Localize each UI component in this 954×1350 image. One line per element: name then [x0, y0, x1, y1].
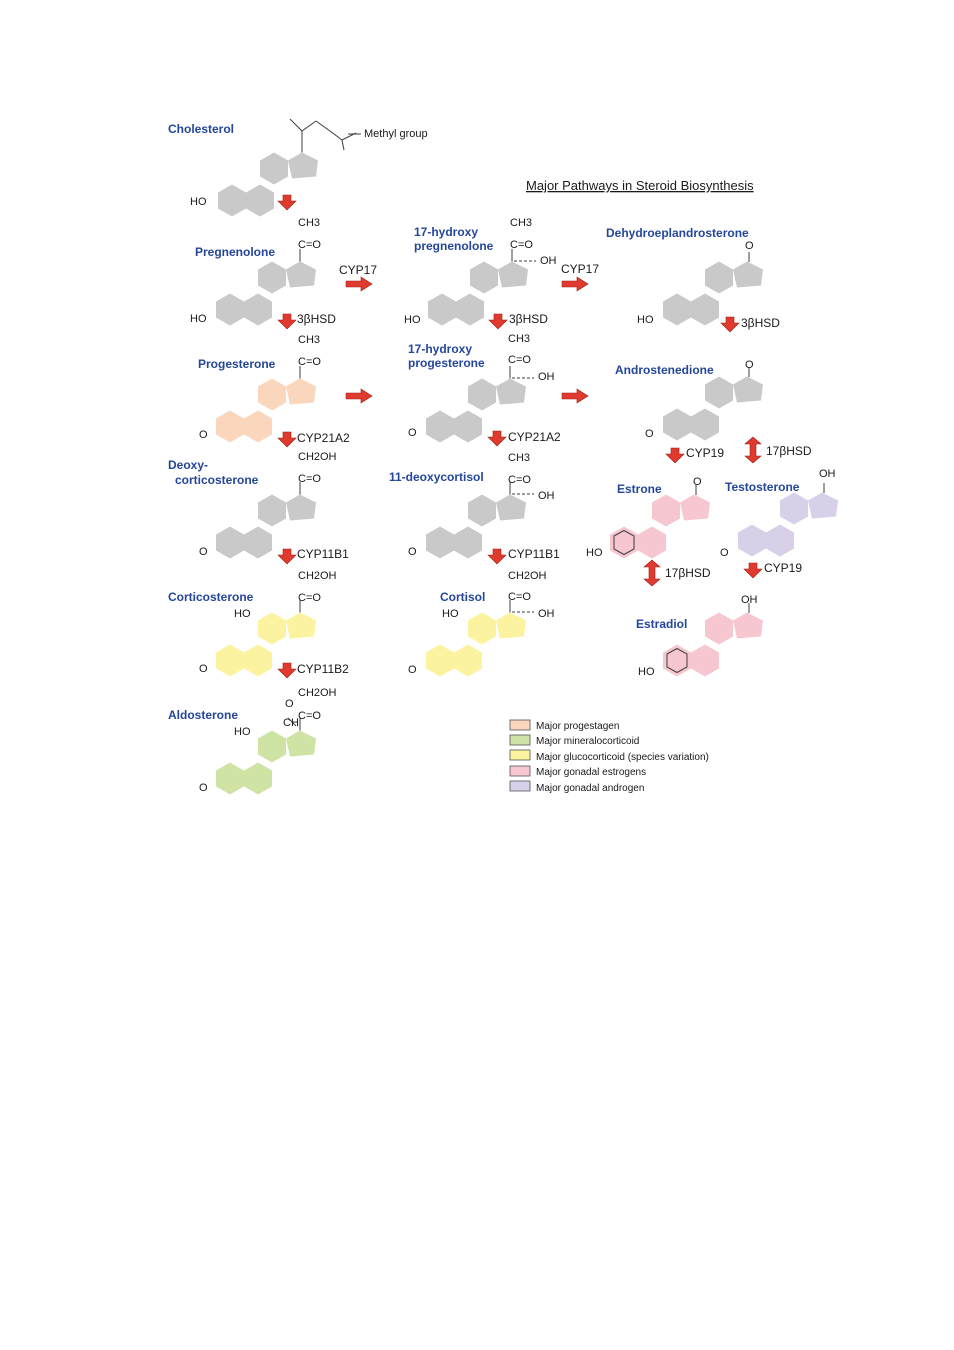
aldosterone-co: C=O	[298, 710, 321, 722]
progesterone-name: Progesterone	[198, 357, 276, 371]
deoxycorticosterone-name-2: corticosterone	[175, 473, 259, 487]
hydroxyprogesterone-o: O	[408, 427, 417, 439]
androstenedione-o: O	[645, 428, 654, 440]
arrow-hydroxypreg-hydroxyprog	[489, 314, 507, 329]
legend-label-estrogens: Major gonadal estrogens	[536, 767, 647, 778]
legend-label-mineralocorticoid: Major mineralocorticoid	[536, 736, 640, 747]
estrone-name: Estrone	[617, 482, 662, 496]
methyl-group-label: Methyl group	[364, 128, 428, 140]
legend-swatch-progestagen	[510, 720, 530, 730]
enzyme-cyp19-1: CYP19	[686, 446, 725, 460]
legend-label-progestagen: Major progestagen	[536, 721, 620, 732]
progesterone-co: C=O	[298, 356, 321, 368]
cortisol-ho: HO	[442, 608, 459, 620]
pregnenolone-name: Pregnenolone	[195, 245, 276, 259]
estrone-ketone: O	[693, 476, 702, 488]
cortisol-co: C=O	[508, 591, 531, 603]
dhea-ketone: O	[745, 240, 754, 252]
deoxycorticosterone-name-1: Deoxy-	[168, 458, 209, 472]
arrow-shape	[721, 317, 739, 332]
aldosterone-name: Aldosterone	[168, 708, 239, 722]
arrow-shape	[278, 549, 296, 564]
legend-swatch-glucocorticoid	[510, 750, 530, 760]
legend-swatch-mineralocorticoid	[510, 735, 530, 745]
corticosterone-co: C=O	[298, 592, 321, 604]
arrow-hydroxyprog-deoxycortisol	[488, 431, 506, 446]
hydroxypregnenolone-ch3: CH3	[510, 217, 533, 229]
estradiol-ho: HO	[638, 666, 655, 678]
deoxycorticosterone-co: C=O	[298, 473, 321, 485]
enzyme-cyp21a2-1: CYP21A2	[297, 431, 350, 445]
hydroxypregnenolone-name-1: 17-hydroxy	[414, 225, 479, 239]
arrow-deoxycorticosterone-corticosterone	[278, 549, 296, 564]
corticosterone-o: O	[199, 663, 208, 675]
deoxycorticosterone-o: O	[199, 546, 208, 558]
androstenedione-structure	[663, 367, 763, 441]
arrow-estrone-estradiol	[644, 560, 660, 586]
corticosterone-name: Corticosterone	[168, 590, 254, 604]
progesterone-ch3: CH3	[298, 334, 321, 346]
cholesterol-name: Cholesterol	[168, 122, 235, 136]
enzyme-cyp17-2: CYP17	[561, 262, 600, 276]
arrow-androstenedione-estrone	[666, 448, 684, 463]
hydroxypregnenolone-ho: HO	[404, 314, 421, 326]
arrow-deoxycortisol-cortisol	[488, 549, 506, 564]
arrow-pregnenolone-hydroxypreg	[346, 277, 372, 291]
hydroxyprogesterone-ch3: CH3	[508, 333, 531, 345]
aldosterone-ch: CH	[283, 717, 299, 729]
arrow-shape	[488, 431, 506, 446]
androstenedione-ketone: O	[745, 359, 754, 371]
enzyme-17bhsd-2: 17βHSD	[665, 566, 711, 580]
arrow-shape	[278, 432, 296, 447]
arrow-shape	[562, 389, 588, 403]
legend-label-androgen: Major gonadal androgen	[536, 783, 645, 794]
hydroxypregnenolone-co: C=O	[510, 239, 533, 251]
pregnenolone-ch3: CH3	[298, 217, 321, 229]
arrow-progesterone-hydroxyprog	[346, 389, 372, 403]
arrow-shape	[489, 314, 507, 329]
hydroxyprogesterone-name-2: progesterone	[408, 356, 485, 370]
corticosterone-ch2oh: CH2OH	[298, 570, 337, 582]
arrow-shape	[666, 448, 684, 463]
arrow-shape	[745, 437, 761, 463]
aldosterone-structure	[216, 718, 316, 795]
diagram-title: Major Pathways in Steroid Biosynthesis	[526, 178, 754, 193]
enzyme-cyp19-2: CYP19	[764, 561, 803, 575]
arrow-hydroxyprog-androstenedione	[562, 389, 588, 403]
arrow-shape	[278, 663, 296, 678]
testosterone-oh: OH	[819, 468, 836, 480]
enzyme-cyp11b1-1: CYP11B1	[297, 547, 349, 561]
aldosterone-o: O	[199, 782, 208, 794]
cortisol-o: O	[408, 664, 417, 676]
cortisol-oh: OH	[538, 608, 555, 620]
arrow-shape	[278, 195, 296, 210]
hydroxyprogesterone-co: C=O	[508, 354, 531, 366]
arrow-pregnenolone-progesterone	[278, 314, 296, 329]
arrow-androstenedione-testosterone	[745, 437, 761, 463]
arrow-cholesterol-pregnenolone	[278, 195, 296, 210]
testosterone-structure	[738, 483, 838, 557]
deoxycortisol-o: O	[408, 546, 417, 558]
cortisol-name: Cortisol	[440, 590, 486, 604]
progesterone-o: O	[199, 429, 208, 441]
estrone-structure	[610, 485, 710, 559]
arrow-dhea-androstenedione	[721, 317, 739, 332]
legend	[510, 720, 709, 794]
enzyme-cyp11b2: CYP11B2	[297, 662, 349, 676]
hydroxyprogesterone-oh: OH	[538, 371, 555, 383]
arrow-shape	[488, 549, 506, 564]
arrow-progesterone-deoxycorticosterone	[278, 432, 296, 447]
deoxycortisol-co: C=O	[508, 474, 531, 486]
corticosterone-ho: HO	[234, 608, 251, 620]
arrow-testosterone-estradiol	[744, 563, 762, 578]
arrow-shape	[346, 277, 372, 291]
enzyme-cyp17-1: CYP17	[339, 263, 378, 277]
legend-swatch-estrogens	[510, 766, 530, 776]
estradiol-name: Estradiol	[636, 617, 688, 631]
arrow-shape	[744, 563, 762, 578]
aldosterone-ho: HO	[234, 726, 251, 738]
enzyme-cyp11b1-2: CYP11B1	[508, 547, 560, 561]
cortisol-ch2oh: CH2OH	[508, 570, 547, 582]
dhea-name: Dehydroeplandrosterone	[606, 226, 749, 240]
enzyme-3bhsd-1: 3βHSD	[297, 312, 336, 326]
testosterone-name: Testosterone	[725, 480, 800, 494]
estrone-ho: HO	[586, 547, 603, 559]
deoxycortisol-ch3: CH3	[508, 452, 531, 464]
arrow-shape	[644, 560, 660, 586]
hydroxypregnenolone-oh: OH	[540, 255, 557, 267]
legend-label-glucocorticoid: Major glucocorticoid (species variation)	[536, 752, 709, 763]
deoxycorticosterone-ch2oh: CH2OH	[298, 451, 337, 463]
androstenedione-name: Androstenedione	[615, 363, 714, 377]
pregnenolone-ho: HO	[190, 313, 207, 325]
enzyme-17bhsd-1: 17βHSD	[766, 444, 812, 458]
dhea-ho: HO	[637, 314, 654, 326]
arrow-shape	[562, 277, 588, 291]
enzyme-3bhsd-3: 3βHSD	[741, 316, 780, 330]
arrow-hydroxypreg-dhea	[562, 277, 588, 291]
cholesterol-ho: HO	[190, 196, 207, 208]
hydroxypregnenolone-name-2: pregnenolone	[414, 239, 494, 253]
hydroxyprogesterone-name-1: 17-hydroxy	[408, 342, 473, 356]
arrow-shape	[346, 389, 372, 403]
pregnenolone-co: C=O	[298, 239, 321, 251]
enzyme-3bhsd-2: 3βHSD	[509, 312, 548, 326]
arrow-shape	[278, 314, 296, 329]
enzyme-cyp21a2-2: CYP21A2	[508, 430, 561, 444]
estradiol-structure	[663, 603, 763, 677]
legend-swatch-androgen	[510, 781, 530, 791]
testosterone-o: O	[720, 547, 729, 559]
aldosterone-ch2oh: CH2OH	[298, 687, 337, 699]
dhea-structure	[663, 252, 763, 326]
aldosterone-aldehyde-o: O	[285, 698, 294, 710]
deoxycortisol-name: 11-deoxycortisol	[389, 470, 484, 484]
arrow-corticosterone-aldosterone	[278, 663, 296, 678]
estradiol-oh: OH	[741, 594, 758, 606]
deoxycortisol-oh: OH	[538, 490, 555, 502]
